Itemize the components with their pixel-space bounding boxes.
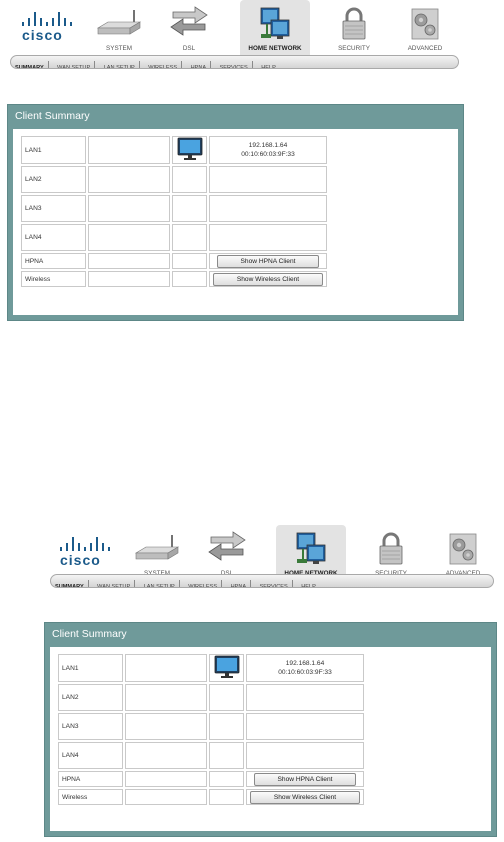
subnav-wan-setup[interactable]: WAN SETUP bbox=[97, 584, 131, 588]
subnav-services[interactable]: SERVICES bbox=[259, 584, 288, 588]
monitor-icon bbox=[177, 137, 203, 161]
row-label-lan2: LAN2 bbox=[58, 684, 123, 711]
tab-security[interactable] bbox=[319, 0, 389, 56]
cisco-bars-icon bbox=[60, 535, 114, 551]
row-label-lan2: LAN2 bbox=[21, 166, 86, 193]
gears-icon bbox=[445, 531, 481, 567]
subnav-lan-setup[interactable]: LAN SETUP bbox=[143, 584, 175, 588]
table-row bbox=[21, 224, 327, 251]
top-navigation bbox=[18, 0, 468, 56]
subnav-wireless[interactable]: WIRELESS bbox=[148, 65, 178, 69]
row-label-hpna: HPNA bbox=[21, 253, 86, 269]
client-summary-panel bbox=[7, 104, 464, 321]
show-hpna-client-button[interactable]: Show HPNA Client bbox=[254, 773, 356, 786]
cisco-logo bbox=[18, 10, 80, 44]
arrows-icon bbox=[167, 6, 211, 40]
cisco-wordmark: cisco bbox=[60, 552, 101, 568]
table-row bbox=[58, 742, 364, 769]
cisco-bars-icon bbox=[22, 10, 76, 26]
row-label-lan4: LAN4 bbox=[58, 742, 123, 769]
subnav-summary[interactable]: SUMMARY bbox=[55, 584, 84, 588]
subnav-wan-setup[interactable]: WAN SETUP bbox=[57, 65, 91, 69]
monitor-icon bbox=[214, 655, 240, 679]
table-row bbox=[58, 771, 364, 787]
arrows-icon bbox=[205, 531, 249, 565]
screenshot-1 bbox=[0, 0, 504, 330]
subnav-wireless[interactable]: WIRELESS bbox=[188, 584, 218, 588]
table-row bbox=[58, 713, 364, 740]
show-wireless-client-button[interactable]: Show Wireless Client bbox=[213, 273, 323, 286]
tab-security-label: SECURITY bbox=[338, 45, 370, 52]
client-mac: 00:10:60:03:9F:33 bbox=[278, 669, 332, 676]
tab-system-label: SYSTEM bbox=[106, 45, 132, 52]
tab-security[interactable] bbox=[356, 525, 426, 581]
tab-home-network[interactable] bbox=[240, 0, 310, 56]
client-summary-body bbox=[50, 647, 491, 831]
client-summary-title: Client Summary bbox=[52, 628, 127, 640]
tab-home-network[interactable] bbox=[276, 525, 346, 581]
sub-navigation bbox=[50, 574, 494, 588]
sub-navigation bbox=[10, 55, 459, 69]
table-row bbox=[21, 136, 327, 164]
client-summary-table bbox=[56, 652, 366, 807]
client-summary-panel bbox=[44, 622, 497, 837]
screenshot-2 bbox=[0, 525, 504, 842]
tab-advanced[interactable] bbox=[390, 0, 460, 56]
row-label-lan3: LAN3 bbox=[21, 195, 86, 222]
top-navigation bbox=[56, 525, 504, 581]
tab-home-network-label: HOME NETWORK bbox=[248, 45, 302, 52]
lan1-client-info bbox=[246, 654, 364, 682]
tab-advanced-label: ADVANCED bbox=[407, 45, 443, 52]
lock-icon bbox=[339, 6, 369, 42]
lan1-client-info bbox=[209, 136, 327, 164]
router-icon bbox=[132, 531, 182, 565]
cisco-logo bbox=[56, 535, 118, 569]
client-summary-body bbox=[13, 129, 458, 315]
subnav-help[interactable]: HELP bbox=[261, 65, 276, 69]
subnav-hpna[interactable]: HPNA bbox=[190, 65, 207, 69]
subnav-services[interactable]: SERVICES bbox=[219, 65, 248, 69]
table-row bbox=[21, 271, 327, 287]
row-label-lan4: LAN4 bbox=[21, 224, 86, 251]
lock-icon bbox=[376, 531, 406, 567]
row-label-wireless: Wireless bbox=[58, 789, 123, 805]
client-ip: 192.168.1.64 bbox=[248, 142, 288, 149]
tab-system[interactable] bbox=[122, 525, 192, 581]
subnav-summary[interactable]: SUMMARY bbox=[15, 65, 44, 69]
table-row bbox=[58, 654, 364, 682]
client-ip: 192.168.1.64 bbox=[285, 660, 325, 667]
row-label-lan3: LAN3 bbox=[58, 713, 123, 740]
client-summary-table bbox=[19, 134, 329, 289]
client-mac: 00:10:60:03:9F:33 bbox=[241, 151, 295, 158]
row-label-hpna: HPNA bbox=[58, 771, 123, 787]
show-wireless-client-button[interactable]: Show Wireless Client bbox=[250, 791, 360, 804]
table-row bbox=[21, 195, 327, 222]
monitors-icon bbox=[255, 6, 295, 42]
row-label-wireless: Wireless bbox=[21, 271, 86, 287]
tab-advanced[interactable] bbox=[428, 525, 498, 581]
show-hpna-client-button[interactable]: Show HPNA Client bbox=[217, 255, 319, 268]
tab-dsl-label: DSL bbox=[182, 45, 196, 52]
table-row bbox=[21, 253, 327, 269]
row-label-lan1: LAN1 bbox=[21, 136, 86, 164]
gears-icon bbox=[407, 6, 443, 42]
subnav-lan-setup[interactable]: LAN SETUP bbox=[103, 65, 135, 69]
tab-dsl[interactable] bbox=[192, 525, 262, 581]
subnav-help[interactable]: HELP bbox=[301, 584, 316, 588]
router-icon bbox=[94, 6, 144, 40]
cisco-wordmark: cisco bbox=[22, 27, 63, 43]
row-label-lan1: LAN1 bbox=[58, 654, 123, 682]
monitors-icon bbox=[291, 531, 331, 567]
tab-system[interactable] bbox=[84, 0, 154, 56]
table-row bbox=[21, 166, 327, 193]
tab-dsl[interactable] bbox=[154, 0, 224, 56]
table-row bbox=[58, 789, 364, 805]
client-summary-title: Client Summary bbox=[15, 110, 90, 122]
table-row bbox=[58, 684, 364, 711]
subnav-hpna[interactable]: HPNA bbox=[230, 584, 247, 588]
